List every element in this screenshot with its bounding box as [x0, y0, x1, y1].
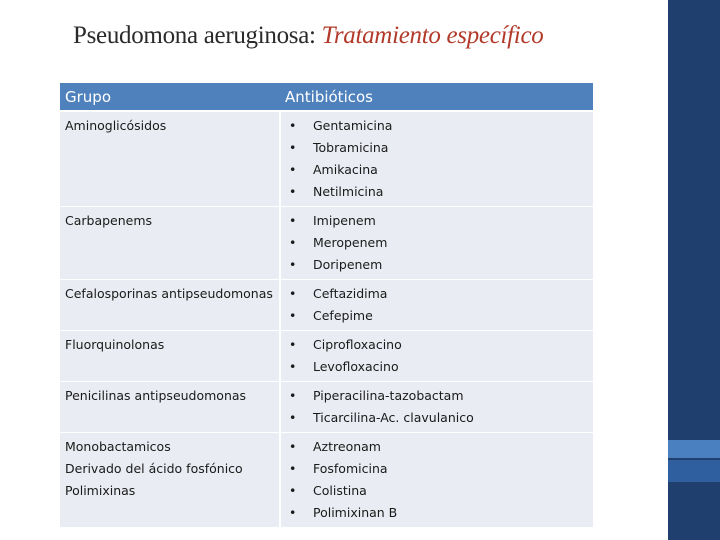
table-row [60, 382, 593, 433]
bullet-icon: • [289, 337, 297, 352]
drug-item [286, 254, 588, 276]
sidebar-accent-strip [668, 460, 720, 482]
bullet-icon: • [289, 118, 297, 133]
sidebar-accent-strip [668, 440, 720, 458]
drug-name: Fosfomicina [313, 461, 388, 476]
bullet-icon: • [289, 439, 297, 454]
group-label: Monobactamicos [65, 439, 171, 454]
drug-item [286, 115, 588, 137]
drug-name: Netilmicina [313, 184, 384, 199]
table-row [60, 111, 593, 207]
drug-item [286, 480, 588, 502]
group-label: Fluorquinolonas [65, 337, 165, 352]
drug-item [286, 502, 588, 524]
bullet-icon: • [289, 410, 297, 425]
drug-item [286, 159, 588, 181]
table-row [60, 207, 593, 280]
antibiotics-cell [280, 280, 593, 331]
group-cell [60, 433, 280, 528]
bullet-icon: • [289, 213, 297, 228]
group-cell [60, 280, 280, 331]
drug-item [286, 305, 588, 327]
bullet-icon: • [289, 235, 297, 250]
drug-name: Levofloxacino [313, 359, 399, 374]
antibiotics-cell [280, 111, 593, 207]
drug-name: Amikacina [313, 162, 378, 177]
table-header-row [60, 83, 593, 111]
group-cell [60, 331, 280, 382]
slide-title [73, 22, 543, 50]
drug-item [286, 210, 588, 232]
drug-name: Meropenem [313, 235, 388, 250]
group-label: Cefalosporinas antipseudomonas [65, 286, 273, 301]
bullet-icon: • [289, 461, 297, 476]
drug-item [286, 436, 588, 458]
title-main: Pseudomona aeruginosa: [73, 22, 322, 49]
antibiotics-cell [280, 331, 593, 382]
group-label: Polimixinas [65, 483, 136, 498]
group-cell [60, 382, 280, 433]
bullet-icon: • [289, 359, 297, 374]
drug-name: Ticarcilina-Ac. clavulanico [313, 410, 474, 425]
group-label: Aminoglicósidos [65, 118, 167, 133]
drug-name: Imipenem [313, 213, 376, 228]
bullet-icon: • [289, 257, 297, 272]
drug-name: Aztreonam [313, 439, 381, 454]
drug-item [286, 283, 588, 305]
bullet-icon: • [289, 140, 297, 155]
antibiotic-table [60, 83, 593, 528]
header-group: Grupo [60, 83, 280, 111]
drug-name: Tobramicina [313, 140, 389, 155]
drug-name: Colistina [313, 483, 367, 498]
drug-name: Cefepime [313, 308, 373, 323]
table-row [60, 433, 593, 528]
bullet-icon: • [289, 308, 297, 323]
bullet-icon: • [289, 505, 297, 520]
drug-item [286, 181, 588, 203]
drug-item [286, 137, 588, 159]
drug-item [286, 458, 588, 480]
bullet-icon: • [289, 184, 297, 199]
drug-name: Gentamicina [313, 118, 393, 133]
group-cell [60, 207, 280, 280]
drug-name: Ceftazidima [313, 286, 388, 301]
drug-name: Ciprofloxacino [313, 337, 402, 352]
antibiotics-cell [280, 382, 593, 433]
group-label: Carbapenems [65, 213, 153, 228]
drug-item [286, 385, 588, 407]
drug-name: Doripenem [313, 257, 383, 272]
table-row [60, 280, 593, 331]
title-accent: Tratamiento específico [321, 22, 544, 49]
drug-item [286, 407, 588, 429]
drug-item [286, 232, 588, 254]
drug-item [286, 334, 588, 356]
group-label: Penicilinas antipseudomonas [65, 388, 247, 403]
bullet-icon: • [289, 388, 297, 403]
drug-item [286, 356, 588, 378]
antibiotics-cell [280, 433, 593, 528]
drug-name: Piperacilina-tazobactam [313, 388, 464, 403]
antibiotics-cell [280, 207, 593, 280]
bullet-icon: • [289, 483, 297, 498]
drug-name: Polimixinan B [313, 505, 398, 520]
bullet-icon: • [289, 162, 297, 177]
bullet-icon: • [289, 286, 297, 301]
group-cell [60, 111, 280, 207]
sidebar-decoration [668, 0, 720, 540]
header-antibiotics: Antibióticos [280, 83, 593, 111]
group-label: Derivado del ácido fosfónico [65, 461, 243, 476]
table-row [60, 331, 593, 382]
